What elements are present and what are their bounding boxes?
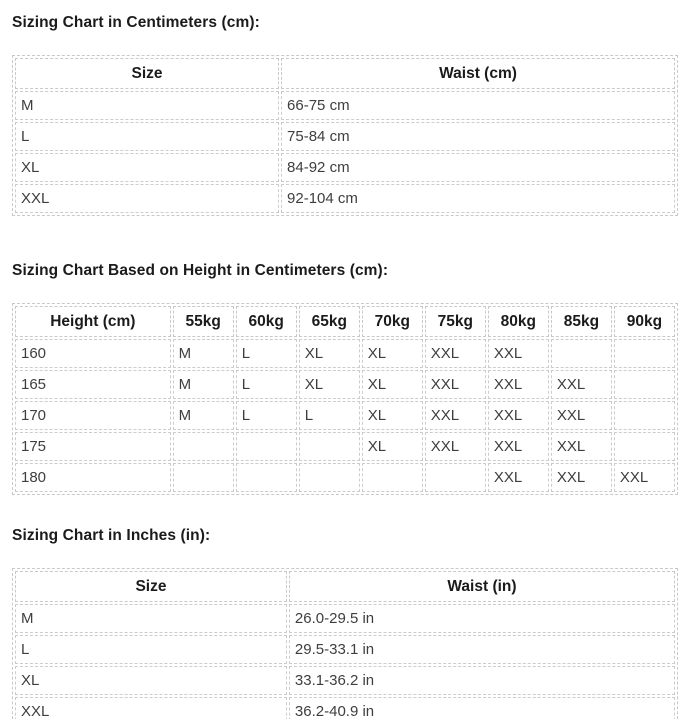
column-header: 85kg [551, 306, 612, 337]
table-cell [614, 370, 675, 399]
table-cell: XXL [614, 463, 675, 492]
column-header: 80kg [488, 306, 549, 337]
table-row [15, 401, 675, 430]
column-header: 55kg [173, 306, 234, 337]
table-cell: XXL [551, 463, 612, 492]
table-cell: M [15, 91, 279, 120]
column-header: 65kg [299, 306, 360, 337]
column-header: Size [15, 58, 279, 89]
table-row [15, 604, 675, 633]
table-row [15, 697, 675, 719]
table-row [15, 666, 675, 695]
table-cell: 66-75 cm [281, 91, 675, 120]
table-header-row [15, 571, 675, 602]
section-sizing-cm [12, 14, 678, 216]
table-cell [614, 401, 675, 430]
table-cell: 175 [15, 432, 171, 461]
table-cell: XXL [488, 339, 549, 368]
table-cell: L [15, 635, 287, 664]
column-header: 70kg [362, 306, 423, 337]
table-cell [236, 463, 297, 492]
table-row [15, 184, 675, 213]
table-row [15, 153, 675, 182]
table-cell: XL [15, 153, 279, 182]
table-cell: XL [299, 370, 360, 399]
table-row [15, 432, 675, 461]
table-cell: 36.2-40.9 in [289, 697, 675, 719]
table-cell [614, 339, 675, 368]
table-header-row [15, 306, 675, 337]
table-cell: XXL [15, 184, 279, 213]
table-cell [173, 463, 234, 492]
table-cell: XL [15, 666, 287, 695]
table-cell: 29.5-33.1 in [289, 635, 675, 664]
table-cell: 92-104 cm [281, 184, 675, 213]
table-cell: M [173, 370, 234, 399]
section-title-height: Sizing Chart Based on Height in Centimeters (cm): [12, 262, 389, 279]
table-cell [614, 432, 675, 461]
column-header: 60kg [236, 306, 297, 337]
section-title-cm: Sizing Chart in Centimeters (cm): [12, 14, 260, 31]
table-cell: XL [362, 339, 423, 368]
table-cell: XL [362, 370, 423, 399]
table-cell: XXL [551, 432, 612, 461]
table-cell: XXL [488, 463, 549, 492]
column-header: 90kg [614, 306, 675, 337]
column-header: 75kg [425, 306, 486, 337]
table-cell: 180 [15, 463, 171, 492]
column-header: Height (cm) [15, 306, 171, 337]
table-cell: XXL [425, 401, 486, 430]
table-cell: 33.1-36.2 in [289, 666, 675, 695]
section-sizing-inches [12, 527, 678, 719]
table-cell: 26.0-29.5 in [289, 604, 675, 633]
table-cell: L [299, 401, 360, 430]
table-cell: L [15, 122, 279, 151]
section-sizing-height [12, 262, 678, 495]
table-cell: L [236, 370, 297, 399]
table-cell [551, 339, 612, 368]
table-cell: L [236, 339, 297, 368]
table-cell: M [15, 604, 287, 633]
table-cell: L [236, 401, 297, 430]
table-row [15, 463, 675, 492]
table-row [15, 339, 675, 368]
table-cell: 165 [15, 370, 171, 399]
sizing-table-cm [12, 55, 678, 216]
table-cell [236, 432, 297, 461]
table-cell: XXL [488, 370, 549, 399]
table-cell: XXL [15, 697, 287, 719]
sizing-table-height [12, 303, 678, 495]
table-cell: XXL [488, 401, 549, 430]
column-header: Waist (in) [289, 571, 675, 602]
table-cell: XXL [425, 432, 486, 461]
table-cell: XL [362, 401, 423, 430]
table-header-row [15, 58, 675, 89]
table-cell [299, 463, 360, 492]
column-header: Size [15, 571, 287, 602]
table-cell: 160 [15, 339, 171, 368]
table-cell: 170 [15, 401, 171, 430]
table-cell: XXL [488, 432, 549, 461]
table-row [15, 91, 675, 120]
table-cell: XXL [425, 370, 486, 399]
table-cell: XL [299, 339, 360, 368]
table-cell: 84-92 cm [281, 153, 675, 182]
table-row [15, 370, 675, 399]
column-header: Waist (cm) [281, 58, 675, 89]
table-cell [299, 432, 360, 461]
section-title-inches: Sizing Chart in Inches (in): [12, 527, 211, 544]
table-row [15, 635, 675, 664]
table-cell: XXL [551, 370, 612, 399]
table-cell [173, 432, 234, 461]
table-cell: XXL [425, 339, 486, 368]
table-row [15, 122, 675, 151]
table-cell [362, 463, 423, 492]
table-cell: M [173, 401, 234, 430]
table-cell: XXL [551, 401, 612, 430]
table-cell: XL [362, 432, 423, 461]
table-cell: 75-84 cm [281, 122, 675, 151]
table-cell [425, 463, 486, 492]
table-cell: M [173, 339, 234, 368]
sizing-table-inches [12, 568, 678, 719]
